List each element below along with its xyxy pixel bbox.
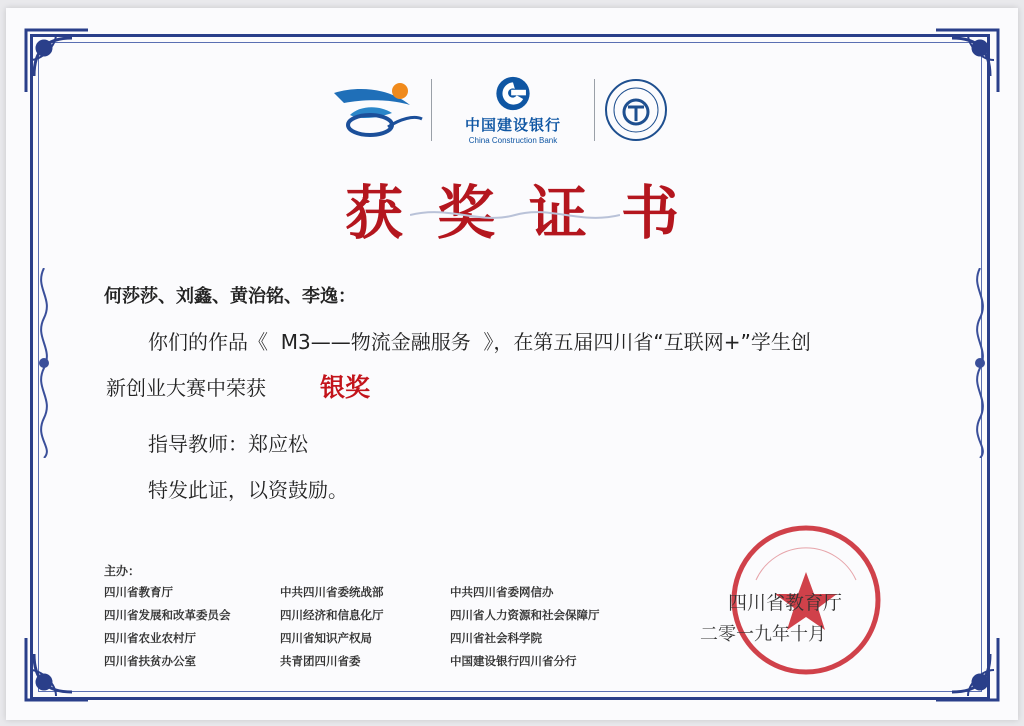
ccb-logo xyxy=(438,75,588,145)
title-flourish-icon xyxy=(410,200,620,230)
competition-logo-icon xyxy=(330,75,425,145)
ccb-emblem-icon xyxy=(494,75,532,112)
side-ornament-icon xyxy=(32,268,56,458)
closing-statement: 特发此证，以资鼓励。 xyxy=(148,478,348,502)
sponsor-item: 中共四川省委统战部 xyxy=(280,585,384,599)
sponsor-item: 四川省知识产权局 xyxy=(280,631,372,645)
ccb-english-name: China Construction Bank xyxy=(468,136,558,145)
corner-ornament-icon xyxy=(932,634,1002,704)
corner-ornament-icon xyxy=(22,26,92,96)
instructor: 指导教师：郑应松 xyxy=(148,432,308,456)
logo-bar xyxy=(330,74,680,146)
recipients: 何莎莎、刘鑫、黄治铭、李逸： xyxy=(104,286,356,307)
corner-ornament-icon xyxy=(22,634,92,704)
logo-separator xyxy=(431,79,432,141)
sponsor-item: 中国建设银行四川省分行 xyxy=(450,654,577,668)
ccb-name: 中国建设银行 xyxy=(464,116,561,134)
award-level: 银奖 xyxy=(320,373,371,402)
issuer-name: 四川省教育厅 xyxy=(728,592,843,614)
university-seal-logo-icon xyxy=(601,75,671,145)
sponsor-item: 四川省农业农村厅 xyxy=(104,631,196,645)
sponsor-item: 四川省人力资源和社会保障厅 xyxy=(450,608,600,622)
sponsor-item: 四川省扶贫办公室 xyxy=(104,654,196,668)
sponsor-item: 中共四川省委网信办 xyxy=(450,585,554,599)
certificate-title: 获奖证书 xyxy=(344,179,713,247)
sponsor-item: 四川省社会科学院 xyxy=(450,631,542,645)
body-line-1: 你们的作品《 M3——物流金融服务 》，在第五届四川省“互联网+”学生创 xyxy=(148,330,811,354)
logo-separator xyxy=(594,79,595,141)
sponsor-item: 四川省教育厅 xyxy=(104,585,173,599)
sponsor-list xyxy=(104,584,664,669)
corner-ornament-icon xyxy=(932,26,1002,96)
sponsor-item: 四川省发展和改革委员会 xyxy=(104,608,231,622)
body-line-2: 新创业大赛中荣获 xyxy=(106,376,266,400)
hosts-label: 主办： xyxy=(104,564,141,578)
issue-date: 二零一九年十月 xyxy=(700,624,826,645)
sponsor-item: 共青团四川省委 xyxy=(280,654,361,668)
sponsor-item: 四川经济和信息化厅 xyxy=(280,608,384,622)
side-ornament-icon xyxy=(968,268,992,458)
